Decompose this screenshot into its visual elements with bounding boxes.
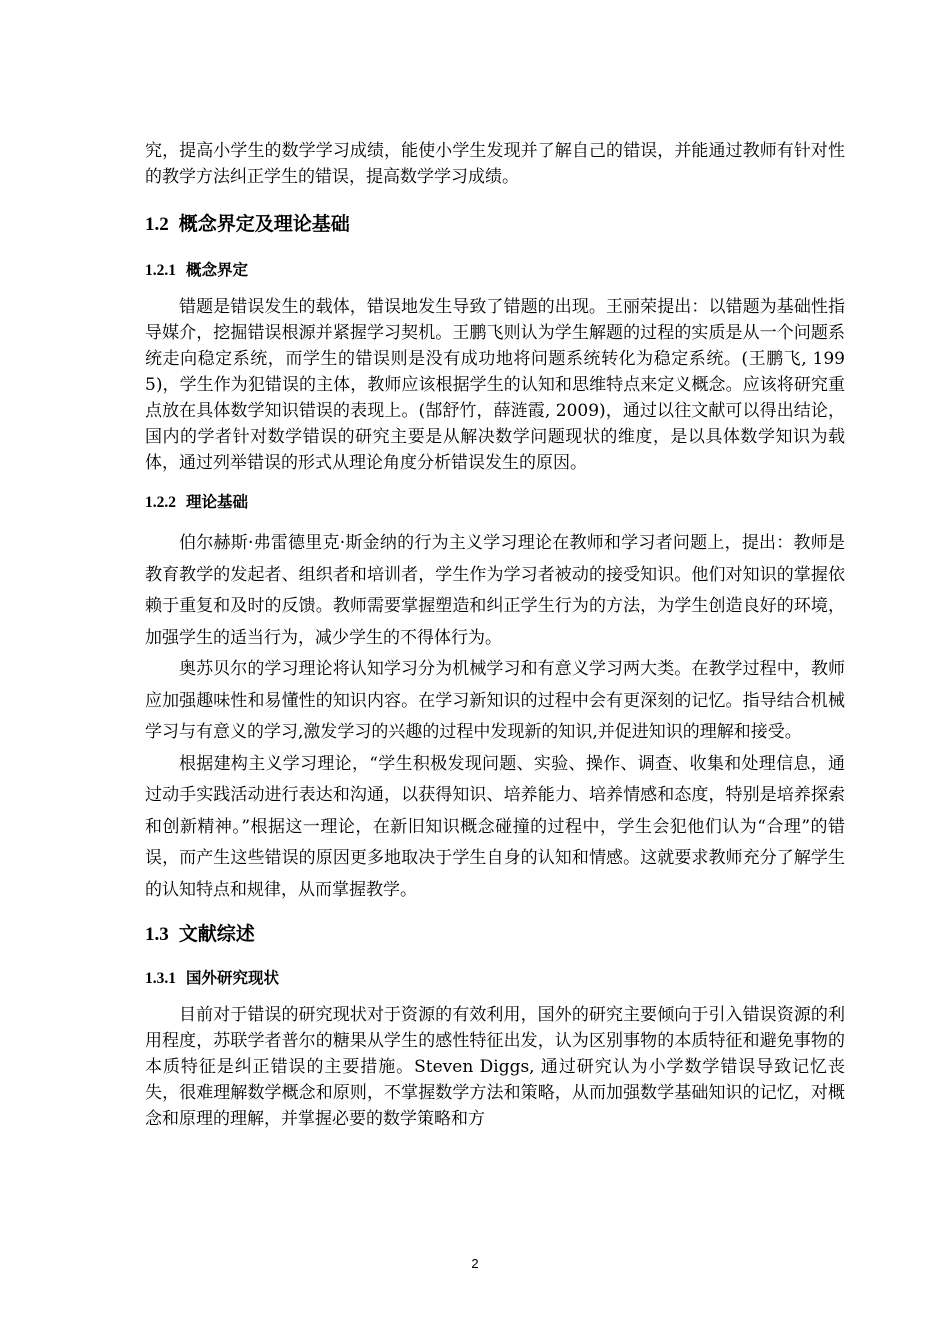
theory-paragraph-constructivism: 根据建构主义学习理论，“学生积极发现问题、实验、操作、调查、收集和处理信息，通过动手实践活动进行表达和沟通，以获得知识、培养能力、培养情感和态度，特别是培养探索和创新精神。”根据这一理论，在新旧知识概念碰撞的过程中，学生会犯他们认为“合理”的错误，而产生这些错误的原因更多地取决于学生自身的认知和情感。这就要求教师充分了解学生的认知特点和规律，从而掌握教学。 [145,753,845,900]
subsection-heading-1-2-2 [145,490,845,515]
subsection-number: 1.2.1 [145,262,176,279]
theory-paragraph-ausubel: 奥苏贝尔的学习理论将认知学习分为机械学习和有意义学习两大类。在教学过程中，教师应加强趣味性和易懂性的知识内容。在学习新知识的过程中会有更深刻的记忆。指导结合机械学习与有意义的学习,激发学习的兴趣的过程中发现新的知识,并促进知识的理解和接受。 [145,659,845,742]
concept-definition-paragraph: 错题是错误发生的载体，错误地发生导致了错题的出现。王丽荣提出：以错题为基础性指导媒介，挖掘错误根源并紧握学习契机。王鹏飞则认为学生解题的过程的实质是从一个问题系统走向稳定系统，而学生的错误则是没有成功地将问题系统转化为稳定系统。(王鹏飞, 1995)，学生作为犯错误的主体，教师应该根据学生的认知和思维特点来定义概念。应该将研究重点放在具体数学知识错误的表现上。(郜舒竹，薛涟霞, 2009)，通过以往文献可以得出结论，国内的学者针对数学错误的研究主要是从解决数学问题现状的维度，是以具体数学知识为载体，通过列举错误的形式从理论角度分析错误发生的原因。 [145,297,845,473]
subsection-title: 国外研究现状 [186,968,280,987]
theory-paragraph-behaviorism: 伯尔赫斯·弗雷德里克·斯金纳的行为主义学习理论在教师和学习者问题上，提出：教师是教育教学的发起者、组织者和培训者，学生作为学习者被动的接受知识。他们对知识的掌握依赖于重复和及时的反馈。教师需要掌握塑造和纠正学生行为的方法，为学生创造良好的环境，加强学生的适当行为，减少学生的不得体行为。 [145,533,845,648]
subsection-number: 1.2.2 [145,494,176,511]
subsection-heading-1-3-1 [145,966,845,991]
foreign-research-paragraph: 目前对于错误的研究现状对于资源的有效利用，国外的研究主要倾向于引入错误资源的利用程度，苏联学者普尔的糖果从学生的感性特征出发，认为区别事物的本质特征和避免事物的本质特征是纠正错误的主要措施。Steven Diggs, 通过研究认为小学数学错误导致记忆丧失，很难理解数学概念和原则，不掌握数学方法和策略，从而加强数学基础知识的记忆，对概念和原理的理解，并掌握必要的数学策略和方 [145,1005,845,1129]
page-number: 2 [471,1256,479,1271]
intro-continuation-paragraph: 究，提高小学生的数学学习成绩，能使小学生发现并了解自己的错误，并能通过教师有针对性的教学方法纠正学生的错误，提高数学学习成绩。 [145,141,845,187]
section-heading-1-2 [145,210,845,239]
subsection-heading-1-2-1 [145,258,845,283]
section-number: 1.2 [145,214,169,235]
section-heading-1-3 [145,920,845,949]
subsection-number: 1.3.1 [145,970,176,987]
subsection-title: 理论基础 [186,492,249,511]
subsection-title: 概念界定 [186,260,249,279]
section-title: 概念界定及理论基础 [178,213,350,235]
section-title: 文献综述 [178,923,255,945]
page-content [145,138,845,1132]
section-number: 1.3 [145,924,169,945]
